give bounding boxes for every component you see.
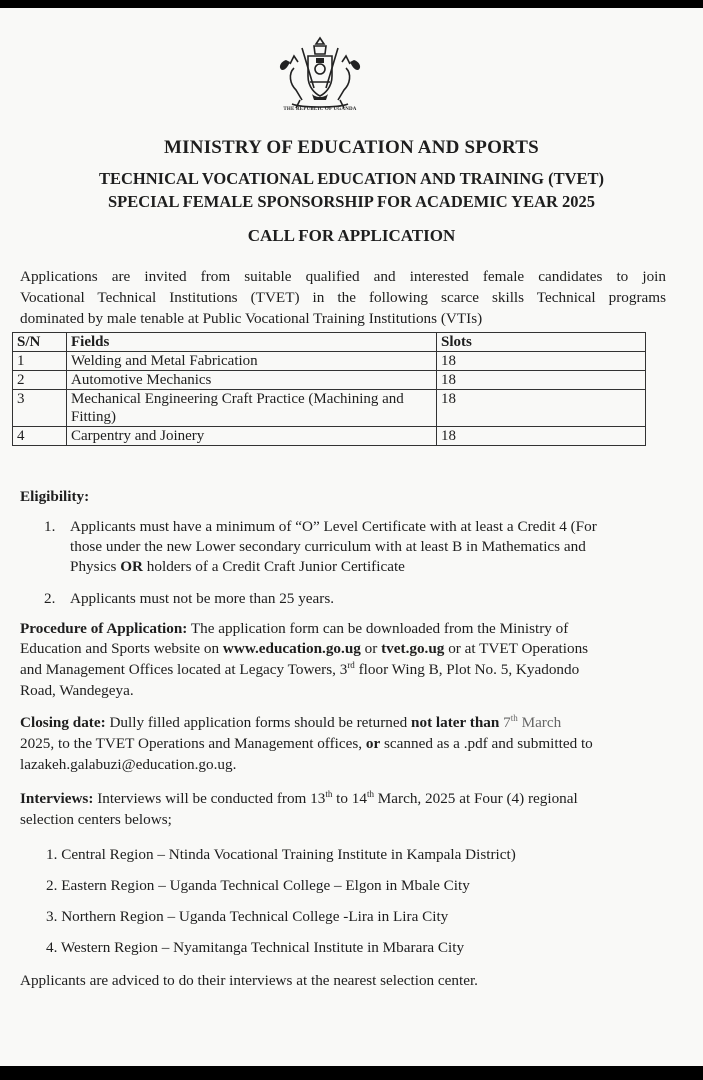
column-header: Fields <box>67 333 437 352</box>
eligibility-item-1-line: those under the new Lower secondary curriculum with at least B in Mathematics and <box>70 538 586 555</box>
list-number: 2. <box>44 590 56 607</box>
field-cell: Welding and Metal Fabrication <box>67 352 437 371</box>
table-row <box>13 390 646 427</box>
table-row <box>13 352 646 371</box>
region-item: 3. Northern Region – Uganda Technical College -Lira in Lira City <box>46 908 449 925</box>
interviews-line: Interviews: Interviews will be conducted from 13th to 14th March, 2025 at Four (4) regional <box>20 789 578 807</box>
slots-cell: 18 <box>437 390 646 427</box>
sn-cell: 4 <box>13 427 67 446</box>
region-item: 2. Eastern Region – Uganda Technical College – Elgon in Mbale City <box>46 877 470 894</box>
footer-note: Applicants are adviced to do their interviews at the nearest selection center. <box>20 972 478 989</box>
procedure-line: Road, Wandegeya. <box>20 682 134 699</box>
website-link[interactable]: www.education.go.ug <box>222 640 361 657</box>
procedure-line: Procedure of Application: The application form can be downloaded from the Ministry of <box>20 620 569 637</box>
procedure-line: Education and Sports website on www.education.go.ug or tvet.go.ug or at TVET Operations <box>20 640 589 657</box>
intro-line: dominated by male tenable at Public Vocational Training Institutions (VTIs) <box>20 310 483 327</box>
interviews-line: selection centers belows; <box>20 811 172 828</box>
column-header: S/N <box>13 333 67 352</box>
eligibility-item-1-line: Applicants must have a minimum of “O” Level Certificate with at least a Credit 4 (For <box>70 518 597 535</box>
column-header: Slots <box>437 333 646 352</box>
sn-cell: 3 <box>13 390 67 427</box>
slots-cell: 18 <box>437 371 646 390</box>
table-header-row <box>13 333 646 352</box>
slots-cell: 18 <box>437 427 646 446</box>
title-line-1: TECHNICAL VOCATIONAL EDUCATION AND TRAINING (TVET) <box>99 169 604 188</box>
crest-caption: THE REPUBLIC OF UGANDA <box>283 107 357 112</box>
email-link[interactable]: lazakeh.galabuzi@education.go.ug. <box>20 756 237 773</box>
closing-line: 2025, to the TVET Operations and Management offices, or scanned as a .pdf and submitted to <box>20 735 593 752</box>
field-cell: Carpentry and Joinery <box>67 427 437 446</box>
eligibility-heading: Eligibility: <box>20 488 90 505</box>
website-link[interactable]: tvet.go.ug <box>381 640 445 657</box>
eligibility-item-2: Applicants must not be more than 25 years. <box>70 590 335 607</box>
programs-table <box>12 332 646 446</box>
call-heading: CALL FOR APPLICATION <box>247 226 456 245</box>
uganda-coat-of-arms-icon <box>270 34 370 118</box>
closing-line: Closing date: Dully filled application forms should be returned not later than 7th March <box>20 713 562 731</box>
procedure-line: and Management Offices located at Legacy Towers, 3rd floor Wing B, Plot No. 5, Kyadondo <box>20 660 580 678</box>
title-line-2: SPECIAL FEMALE SPONSORSHIP FOR ACADEMIC YEAR 2025 <box>107 192 596 211</box>
field-cell: Automotive Mechanics <box>67 371 437 390</box>
table-row <box>13 371 646 390</box>
region-item: 1. Central Region – Ntinda Vocational Training Institute in Kampala District) <box>46 846 516 863</box>
list-number: 1. <box>44 518 56 535</box>
intro-line: Applications are invited from suitable qualified and interested female candidates to join <box>20 268 666 285</box>
sn-cell: 2 <box>13 371 67 390</box>
sn-cell: 1 <box>13 352 67 371</box>
field-cell: Mechanical Engineering Craft Practice (Machining and Fitting) <box>67 390 437 427</box>
slots-cell: 18 <box>437 352 646 371</box>
intro-line: Vocational Technical Institutions (TVET) in the following scarce skills Technical programs <box>20 289 666 306</box>
document-page <box>0 8 703 1066</box>
eligibility-item-1-line: Physics OR holders of a Credit Craft Junior Certificate <box>70 558 405 575</box>
table-row <box>13 427 646 446</box>
ministry-heading: MINISTRY OF EDUCATION AND SPORTS <box>164 137 539 158</box>
region-item: 4. Western Region – Nyamitanga Technical Institute in Mbarara City <box>46 939 465 956</box>
